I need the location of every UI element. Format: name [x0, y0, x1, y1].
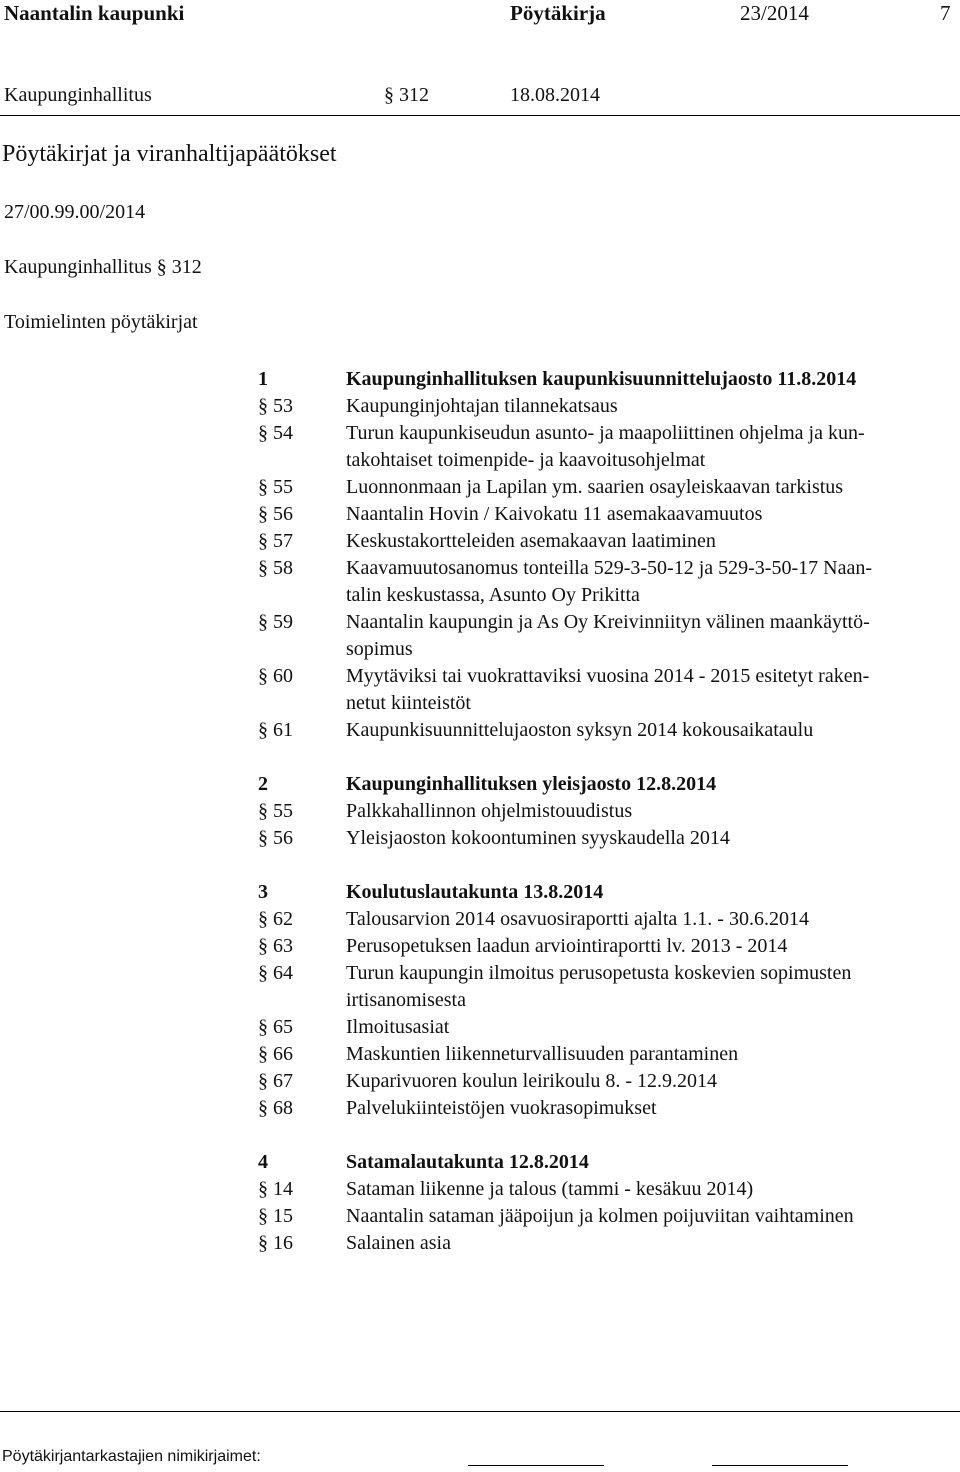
section-number: 4	[258, 1151, 268, 1173]
list-item	[258, 393, 958, 420]
section-name: Satamalautakunta 12.8.2014	[346, 1151, 589, 1173]
signature-line-1	[468, 1465, 604, 1466]
item-number: § 63	[258, 935, 293, 957]
list-item	[258, 717, 958, 744]
section-3	[258, 879, 958, 1122]
item-number: § 15	[258, 1205, 293, 1227]
item-title: Palvelukiinteistöjen vuokrasopimukset	[346, 1097, 657, 1119]
list-item	[258, 609, 958, 663]
footer-divider	[0, 1411, 960, 1412]
list-item	[258, 1176, 958, 1203]
item-title: Luonnonmaan ja Lapilan ym. saarien osayleiskaavan tarkistus	[346, 476, 844, 498]
section-4	[258, 1149, 958, 1257]
item-number: § 67	[258, 1070, 293, 1092]
item-number: § 57	[258, 530, 293, 552]
item-number: § 16	[258, 1232, 293, 1254]
list-item	[258, 555, 958, 609]
section-heading	[258, 879, 958, 906]
list-item	[258, 1041, 958, 1068]
item-title: Sataman liikenne ja talous (tammi - kesäkuu 2014)	[346, 1178, 754, 1200]
item-title: Perusopetuksen laadun arviointiraportti lv. 2013 - 2014	[346, 935, 788, 957]
signature-line-2	[712, 1465, 848, 1466]
page-title: Pöytäkirjat ja viranhaltijapäätökset	[2, 141, 337, 167]
item-title: Keskustakortteleiden asemakaavan laatiminen	[346, 530, 716, 552]
list-item	[258, 933, 958, 960]
case-code: 27/00.99.00/2014	[4, 201, 146, 223]
doc-number: 23/2014	[740, 1, 809, 25]
item-title: Talousarvion 2014 osavuosiraportti ajalta 1.1. - 30.6.2014	[346, 908, 809, 930]
list-item	[258, 1095, 958, 1122]
page-number: 7	[940, 1, 951, 25]
item-number: § 64	[258, 962, 293, 984]
item-number: § 58	[258, 557, 293, 579]
section-heading	[258, 771, 958, 798]
list-item	[258, 501, 958, 528]
section-heading	[258, 1149, 958, 1176]
item-title: Kuparivuoren koulun leirikoulu 8. - 12.9.2014	[346, 1070, 718, 1092]
list-item	[258, 528, 958, 555]
item-title: Myytäviksi tai vuokrattaviksi vuosina 2014 - 2015 esitetyt raken- netut kiinteistöt	[346, 665, 870, 714]
list-item	[258, 1203, 958, 1230]
section-name: Koulutuslautakunta 13.8.2014	[346, 881, 604, 903]
section-heading	[258, 366, 958, 393]
item-title: Kaupunkisuunnittelujaoston syksyn 2014 kokousaikataulu	[346, 719, 814, 741]
minutes-list	[258, 366, 958, 1284]
item-title: Naantalin Hovin / Kaivokatu 11 asemakaavamuutos	[346, 503, 763, 525]
meeting-body: Kaupunginhallitus	[4, 84, 152, 106]
section-2	[258, 771, 958, 852]
item-title: Palkkahallinnon ohjelmistouudistus	[346, 800, 633, 822]
item-number: § 55	[258, 476, 293, 498]
org-name: Naantalin kaupunki	[4, 1, 185, 25]
list-item	[258, 663, 958, 717]
meeting-date: 18.08.2014	[510, 84, 600, 106]
section-number: 1	[258, 368, 268, 390]
item-number: § 53	[258, 395, 293, 417]
item-number: § 61	[258, 719, 293, 741]
header-divider	[0, 115, 960, 116]
item-title: Naantalin kaupungin ja As Oy Kreivinniityn välinen maankäyttö- sopimus	[346, 611, 870, 660]
item-number: § 65	[258, 1016, 293, 1038]
list-item	[258, 420, 958, 474]
item-number: § 68	[258, 1097, 293, 1119]
item-title: Turun kaupungin ilmoitus perusopetusta koskevien sopimusten irtisanomisesta	[346, 962, 852, 1011]
list-item	[258, 1068, 958, 1095]
footer-label: Pöytäkirjantarkastajien nimikirjaimet:	[2, 1448, 261, 1465]
subtitle: Toimielinten pöytäkirjat	[4, 311, 198, 333]
list-item	[258, 798, 958, 825]
item-number: § 59	[258, 611, 293, 633]
section-name: Kaupunginhallituksen yleisjaosto 12.8.2014	[346, 773, 717, 795]
item-title: Turun kaupunkiseudun asunto- ja maapoliittinen ohjelma ja kun- takohtaiset toimenpide- ja kaavoitusohjelmat	[346, 422, 865, 471]
list-item	[258, 1230, 958, 1257]
item-number: § 60	[258, 665, 293, 687]
item-number: § 56	[258, 503, 293, 525]
item-title: Salainen asia	[346, 1232, 451, 1254]
list-item	[258, 906, 958, 933]
item-title: Naantalin sataman jääpoijun ja kolmen poijuviitan vaihtaminen	[346, 1205, 854, 1227]
list-item	[258, 1014, 958, 1041]
body-reference: Kaupunginhallitus § 312	[4, 256, 202, 278]
list-item	[258, 825, 958, 852]
item-title: Kaavamuutosanomus tonteilla 529-3-50-12 ja 529-3-50-17 Naan- talin keskustassa, Asunto Oy Prikitta	[346, 557, 872, 606]
item-title: Maskuntien liikenneturvallisuuden parantaminen	[346, 1043, 739, 1065]
doc-type: Pöytäkirja	[510, 1, 606, 25]
item-title: Kaupunginjohtajan tilannekatsaus	[346, 395, 618, 417]
list-item	[258, 960, 958, 1014]
section-name: Kaupunginhallituksen kaupunkisuunnittelujaosto 11.8.2014	[346, 368, 857, 390]
list-item	[258, 474, 958, 501]
item-number: § 54	[258, 422, 293, 444]
item-number: § 62	[258, 908, 293, 930]
section-1	[258, 366, 958, 744]
item-title: Ilmoitusasiat	[346, 1016, 450, 1038]
section-number: 2	[258, 773, 268, 795]
item-number: § 55	[258, 800, 293, 822]
item-title: Yleisjaoston kokoontuminen syyskaudella 2014	[346, 827, 730, 849]
item-number: § 66	[258, 1043, 293, 1065]
section-number: 3	[258, 881, 268, 903]
item-number: § 14	[258, 1178, 293, 1200]
item-number: § 56	[258, 827, 293, 849]
meeting-section: § 312	[384, 84, 429, 106]
